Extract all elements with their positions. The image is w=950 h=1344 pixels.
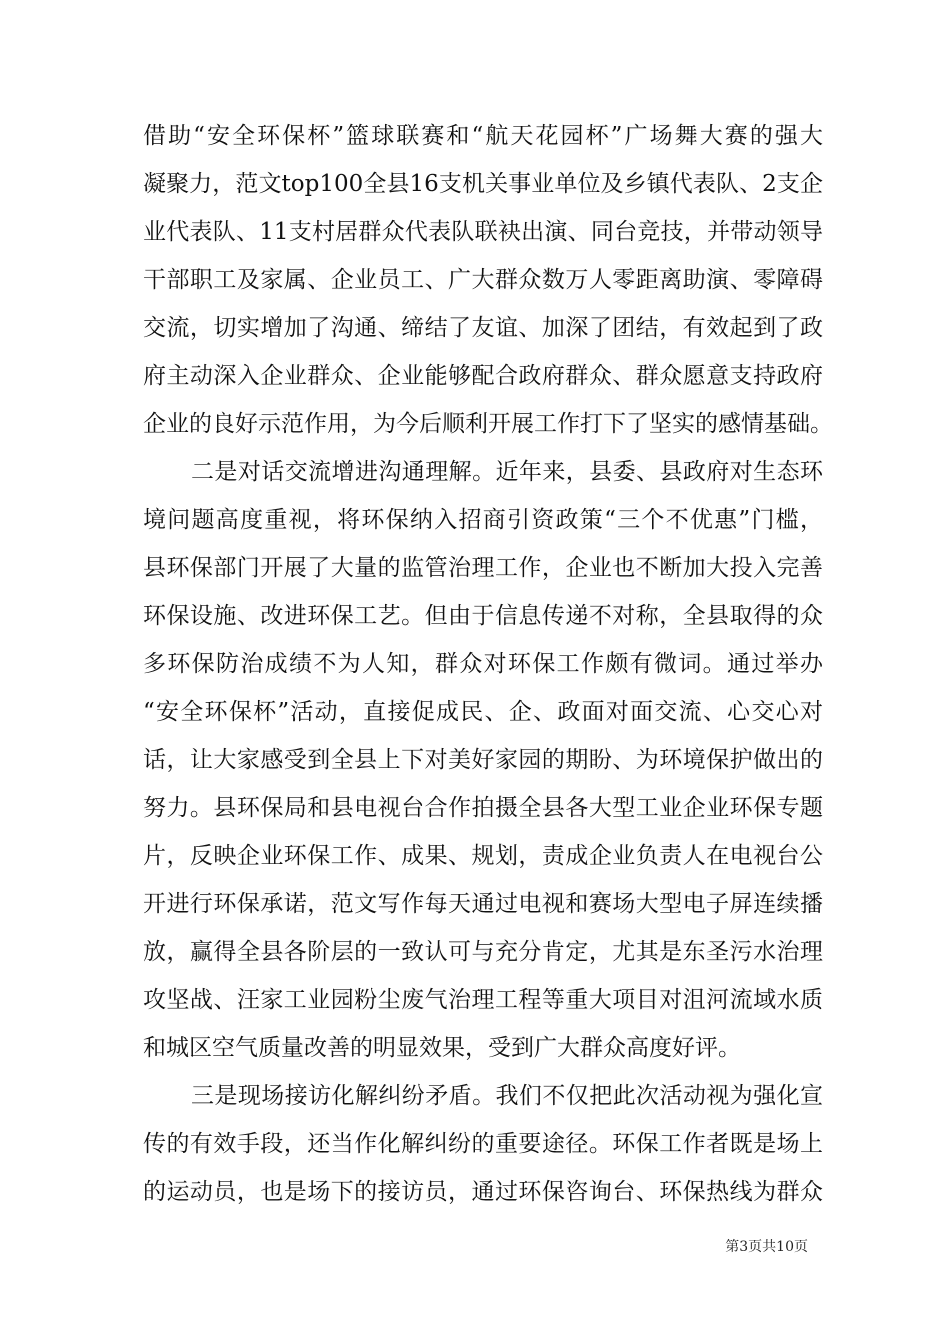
text-line: 环保设施、改进环保工艺。但由于信息传递不对称，全县取得的众 [143,603,823,629]
text-line: 片，反映企业环保工作、成果、规划，责成企业负责人在电视台公 [143,843,823,869]
text-line: 和城区空气质量改善的明显效果，受到广大群众高度好评。 [143,1035,741,1061]
text-line: 境问题高度重视，将环保纳入招商引资政策“三个不优惠”门槛， [143,507,823,533]
paragraph-start-line: 三是现场接访化解纠纷矛盾。我们不仅把此次活动视为强化宣 [191,1083,823,1109]
text-line: 加强环保工作的意见建议，及时调处化解环境矛盾纠纷。登记在册 [143,1209,259,1214]
text-line: 业代表队、11支村居群众代表队联袂出演、同台竞技，并带动领导 [143,219,823,245]
text-line: 诉367人次（其中：现场接访超过300人次），妥善处理环境矛盾 [143,1217,259,1222]
text-line: 做好环保政策的咨询解答和环保问题的反映投诉，广泛征集市民对 [143,1206,259,1210]
text-line: 话，让大家感受到全县上下对美好家园的期盼、为环境保护做出的 [143,747,823,773]
text-line: 企业的良好示范作用，为今后顺利开展工作打下了坚实的感情基础。 [143,411,833,437]
text-line: 攻坚战、汪家工业园粉尘废气治理工程等重大项目对沮河流域水质 [143,987,823,1013]
page-number-footer: 第3页共10页 [725,1239,808,1255]
text-line: 干部职工及家属、企业员工、广大群众数万人零距离助演、零障碍 [143,267,823,293]
text-line: 的运动员，也是场下的接访员，通过环保咨询台、环保热线为群众 [143,1179,823,1205]
text-line: 传的有效手段，还当作化解纠纷的重要途径。环保工作者既是场上 [143,1131,823,1157]
text-line: 借助“安全环保杯”篮球联赛和“航天花园杯”广场舞大赛的强大 [143,123,823,149]
text-line: 放，赢得全县各阶层的一致认可与充分肯定，尤其是东圣污水治理 [143,939,823,965]
text-line: 府主动深入企业群众、企业能够配合政府群众、群众愿意支持政府 [143,363,823,389]
text-line: 纠纷21起。 [143,1221,165,1226]
text-line: 的数据显示，活动期间共计设置咨询台20场次，接待群众咨询和投 [143,1213,261,1218]
text-line: 三、以有效的载体推动精神文明建设 [143,1225,207,1230]
paragraph-start-line: 二是对话交流增进沟通理解。近年来，县委、县政府对生态环 [191,459,823,485]
text-line: 努力。县环保局和县电视台合作拍摄全县各大型工业企业环保专题 [143,795,823,821]
text-line: “安全环保杯”活动，直接促成民、企、政面对面交流、心交心对 [143,699,823,725]
overflow-text-block [143,1206,823,1230]
text-line: 凝聚力，范文top100全县16支机关事业单位及乡镇代表队、2支企 [143,171,823,197]
text-line: 县环保部门开展了大量的监管治理工作，企业也不断加大投入完善 [143,555,823,581]
text-line: 交流，切实增加了沟通、缔结了友谊、加深了团结，有效起到了政 [143,315,823,341]
text-line: 开进行环保承诺，范文写作每天通过电视和赛场大型电子屏连续播 [143,891,823,917]
text-line: 多环保防治成绩不为人知，群众对环保工作颇有微词。通过举办 [143,651,823,677]
